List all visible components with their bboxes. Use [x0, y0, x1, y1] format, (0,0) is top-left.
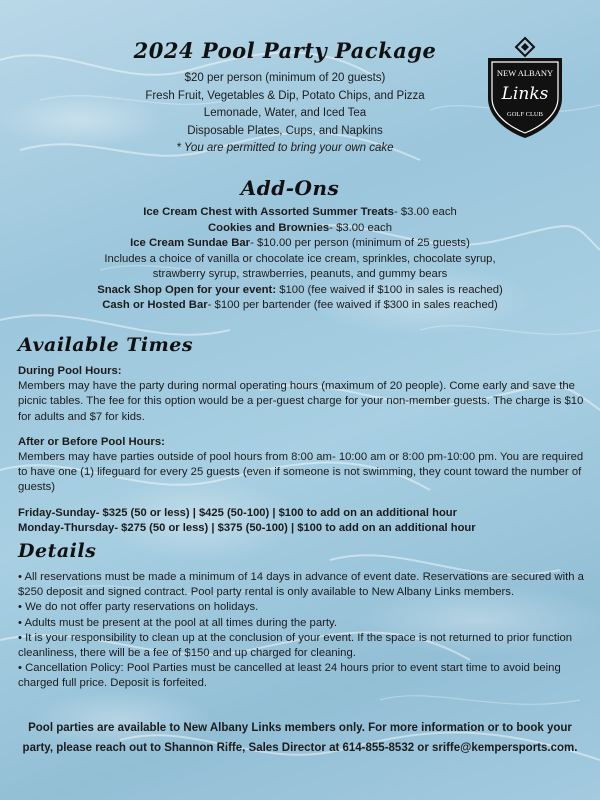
addon-line: Snack Shop Open for your event: $100 (fee waived if $100 in sales is reached): [97, 283, 503, 296]
addons-list: [0, 205, 600, 314]
addon-line: Cash or Hosted Bar- $100 per bartender (fee waived if $300 in sales reached): [102, 299, 498, 311]
available-times-heading: Available Times: [18, 334, 194, 356]
during-pool-hours-body: Members may have the party during normal operating hours (maximum of 20 people). Come early and save the picnic tables. The fee for this option would be a per-guest charge for your non-member guests. The charge is $10 for adults and $7 for kids.: [18, 380, 584, 423]
logo-script-text: Links: [501, 84, 549, 104]
details-item: • Cancellation Policy: Pool Parties must be cancelled at least 24 hours prior to event start time to avoid being charged full price. Deposit is forfeited.: [18, 662, 561, 690]
addon-line: Cookies and Brownies- $3.00 each: [208, 221, 392, 234]
package-line: Fresh Fruit, Vegetables & Dip, Potato Chips, and Pizza: [145, 89, 425, 102]
outside-pool-hours-heading: After or Before Pool Hours:: [18, 435, 165, 448]
details-item: • Adults must be present at the pool at all times during the party.: [18, 616, 337, 629]
logo-bottom-text: GOLF CLUB: [507, 111, 543, 118]
package-line: Disposable Plates, Cups, and Napkins: [187, 124, 383, 137]
details-list: [18, 570, 586, 692]
outside-pool-hours-body: Members may have parties outside of pool hours from 8:00 am- 10:00 am or 8:00 pm-10:00 pm. You are required to have one (1) lifeguard for every 25 guests (even if someone is not swimming, they count toward the number of guests): [18, 451, 584, 494]
package-title: 2024 Pool Party Package: [133, 38, 437, 63]
rate-weekday: Monday-Thursday- $275 (50 or less) | $375 (50-100) | $100 to add on an additional hour: [18, 521, 476, 534]
addon-line: Includes a choice of vanilla or chocolate ice cream, sprinkles, chocolate syrup,: [104, 252, 496, 265]
package-line: Lemonade, Water, and Iced Tea: [203, 107, 367, 119]
addon-line: strawberry syrup, strawberries, peanuts, and gummy bears: [152, 268, 448, 280]
rate-weekend: Friday-Sunday- $325 (50 or less) | $425 (50-100) | $100 to add on an additional hour: [18, 506, 457, 519]
details-item: • All reservations must be made a minimum of 14 days in advance of event date. Reservations are secured with a $250 deposit and signed contract. Pool party rental is only available to New Albany Links members.: [18, 571, 584, 599]
available-times-section: [18, 364, 586, 536]
addon-line: Ice Cream Sundae Bar- $10.00 per person (minimum of 25 guests): [130, 237, 470, 249]
details-heading: Details: [18, 540, 97, 562]
details-item: • It is your responsibility to clean up at the conclusion of your event. If the space is not returned to prior function cleanliness, there will be a fee of $150 and up charged for cleaning.: [18, 631, 573, 660]
contact-footer: Pool parties are available to New Albany Links members only. For more information or to book your party, please reach out to Shannon Riffe, Sales Director at 614-855-8532 or sriffe@kempersports.com.: [22, 722, 578, 754]
during-pool-hours-heading: During Pool Hours:: [18, 365, 122, 377]
details-item: • We do not offer party reservations on holidays.: [18, 601, 259, 614]
addon-line: Ice Cream Chest with Assorted Summer Treats- $3.00 each: [143, 206, 457, 218]
new-albany-links-logo: [482, 36, 568, 140]
addons-heading: Add-Ons: [240, 176, 340, 200]
package-line: $20 per person (minimum of 20 guests): [184, 72, 386, 84]
package-note: * You are permitted to bring your own cake: [176, 142, 394, 154]
logo-top-text: NEW ALBANY: [496, 68, 554, 78]
